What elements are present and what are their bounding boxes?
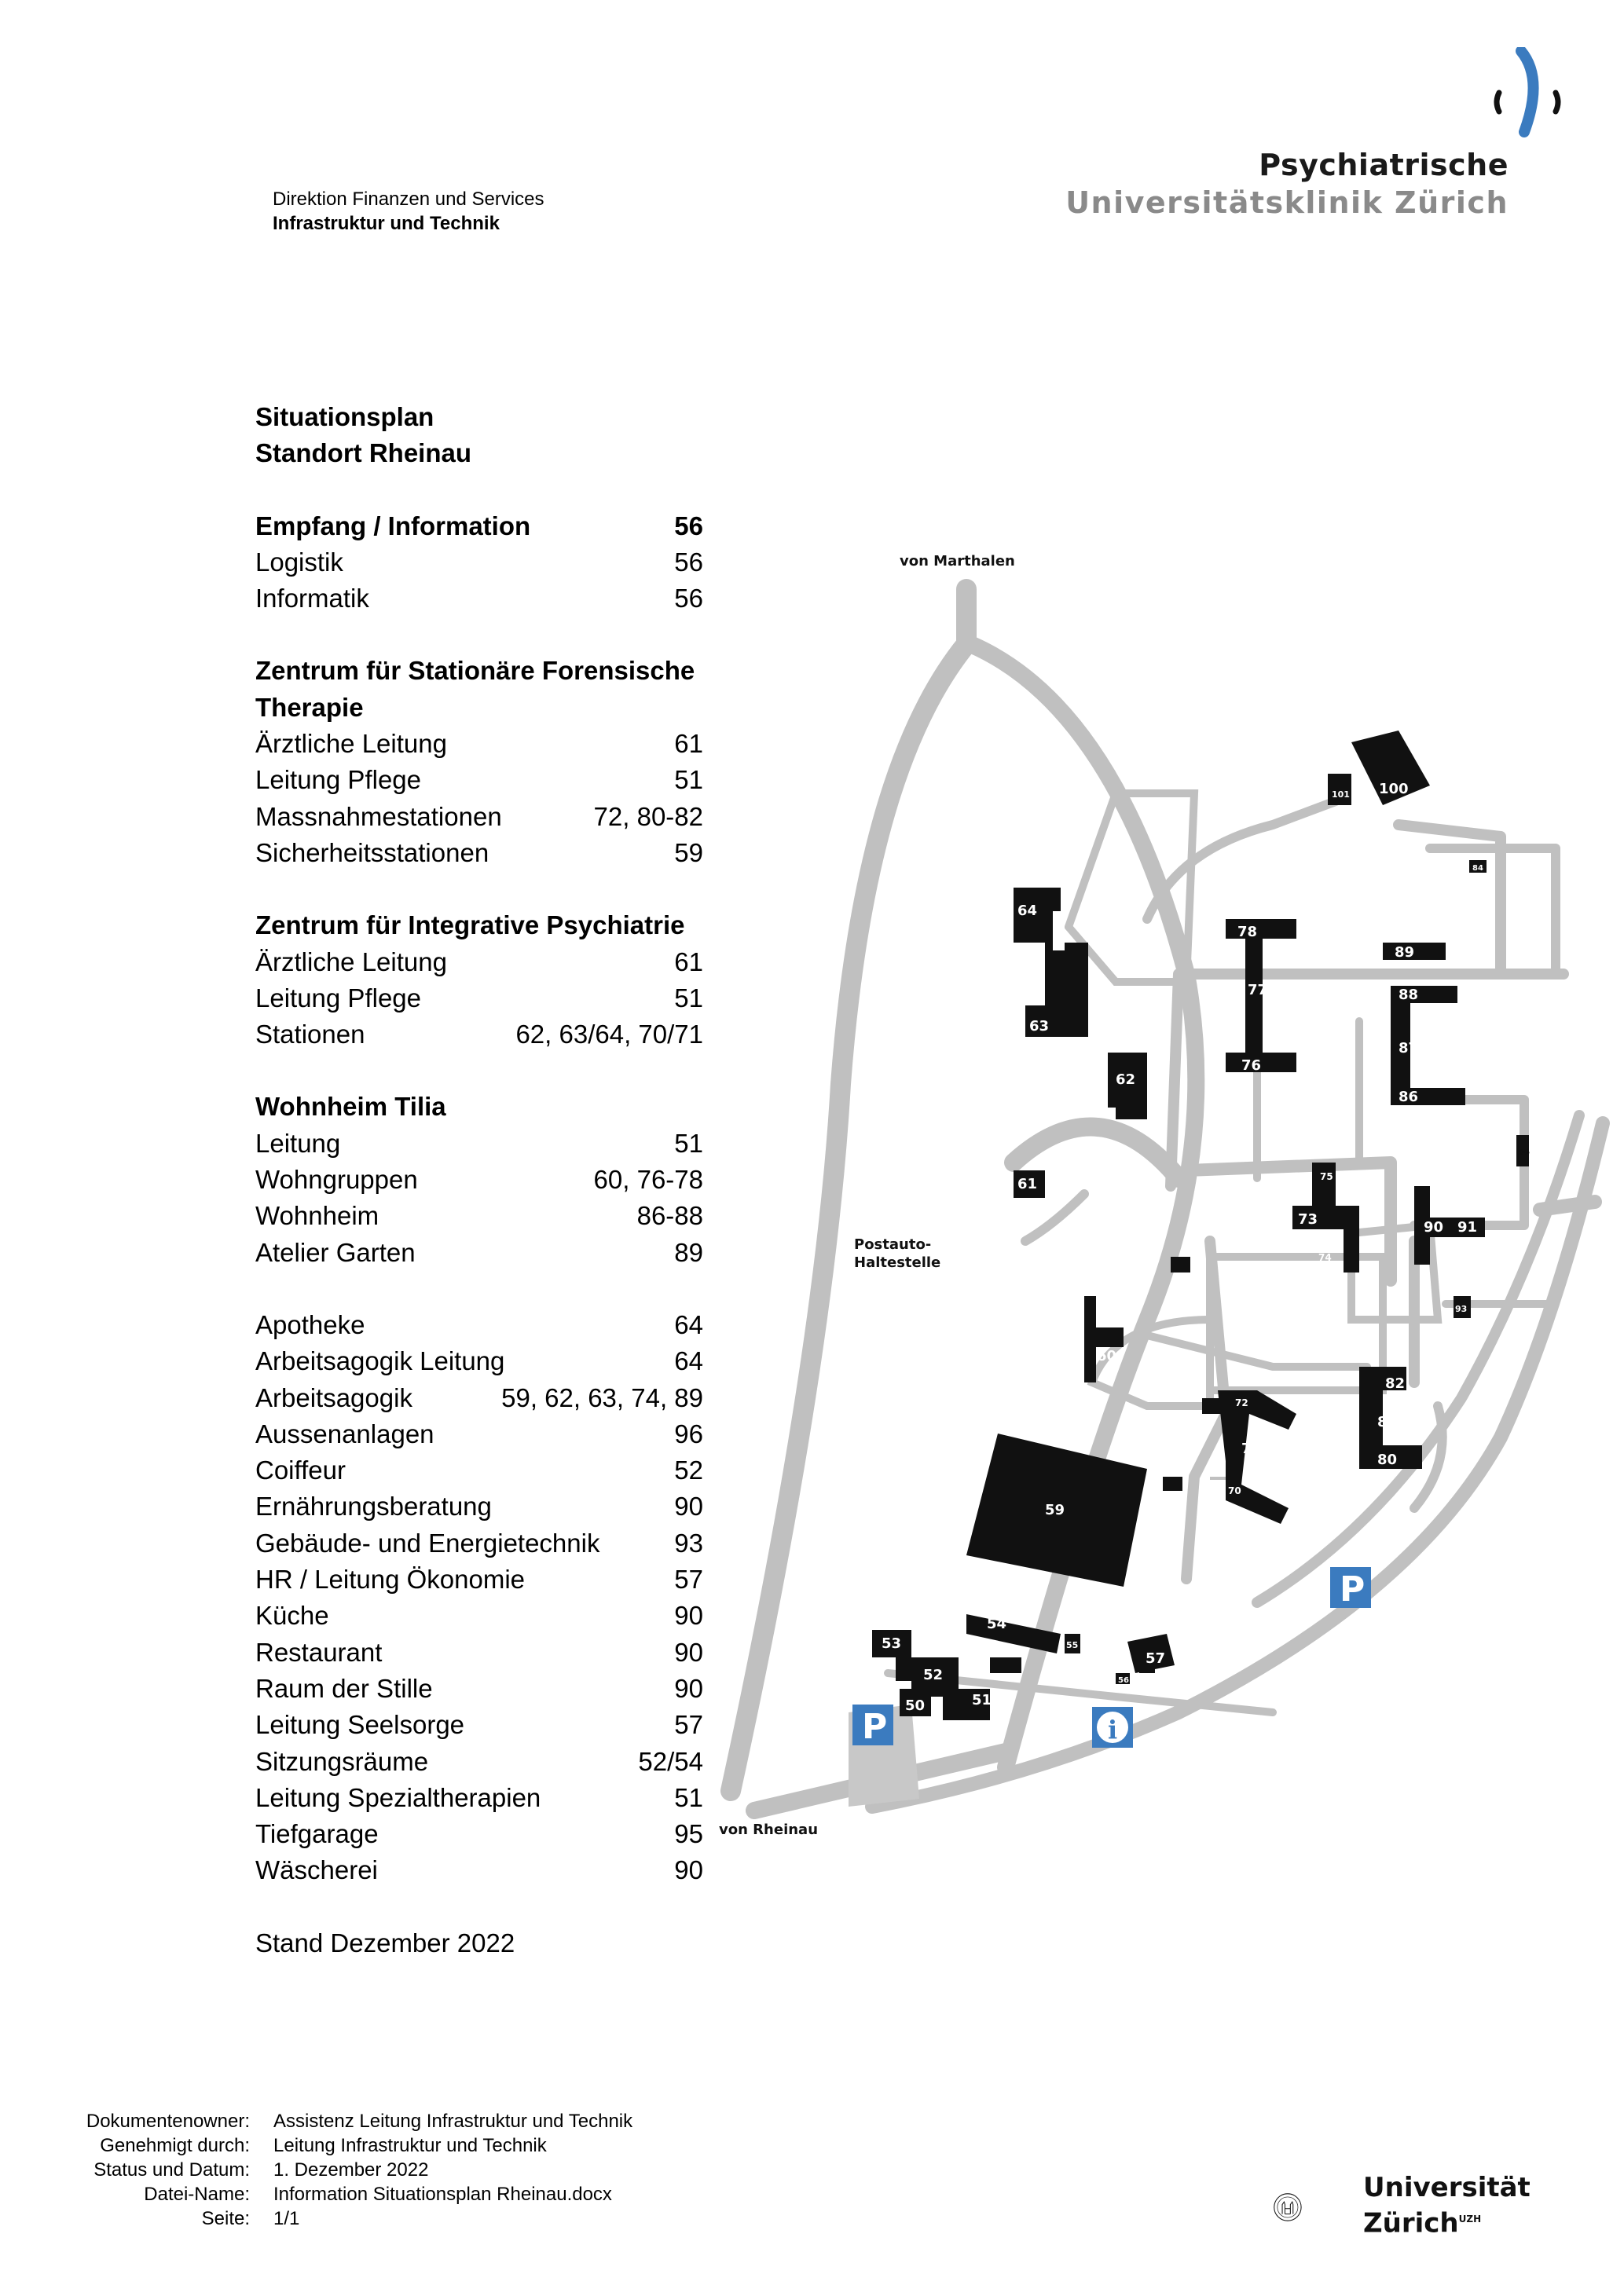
site-map: [707, 534, 1611, 1854]
legend-label: Ärztliche Leitung: [255, 947, 447, 976]
svg-text:50: 50: [905, 1697, 926, 1714]
legend-building-number: 56: [674, 584, 703, 613]
svg-text:i: i: [1108, 1715, 1118, 1745]
footer-value: 1. Dezember 2022: [273, 2159, 429, 2181]
legend-row: [255, 508, 703, 544]
legend-label: Arbeitsagogik: [255, 1382, 412, 1412]
svg-text:52: 52: [923, 1667, 944, 1683]
svg-text:80: 80: [1377, 1452, 1398, 1468]
svg-text:60: 60: [1097, 1348, 1117, 1364]
legend-row: [255, 1816, 703, 1852]
legend-label: Empfang / Information: [255, 511, 531, 540]
legend-row: [255, 1635, 703, 1671]
uzh-line2: Zürich: [1363, 2207, 1459, 2239]
svg-text:61: 61: [1017, 1176, 1038, 1192]
uzh-logo-text: [1363, 2172, 1531, 2239]
legend-label: Stationen: [255, 1020, 365, 1049]
label-postauto-line2: Haltestelle: [854, 1254, 941, 1271]
svg-text:77: 77: [1248, 982, 1268, 998]
svg-text:53: 53: [882, 1635, 902, 1652]
group2-title-line1: Zentrum für Stationäre Forensische: [255, 656, 695, 686]
legend-building-number: 51: [674, 765, 703, 795]
legend-building-number: 57: [674, 1710, 703, 1740]
svg-text:56: 56: [1118, 1676, 1129, 1685]
footer-row: [47, 2206, 632, 2231]
legend-building-number: 56: [674, 511, 703, 540]
svg-text:81: 81: [1377, 1414, 1398, 1430]
legend-building-number: 90: [674, 1673, 703, 1703]
svg-text:101: 101: [1332, 789, 1350, 800]
svg-text:51: 51: [972, 1692, 992, 1708]
legend-row: [255, 1852, 703, 1888]
legend-row: [255, 1198, 703, 1234]
legend-row: [255, 1126, 703, 1162]
svg-text:89: 89: [1395, 944, 1415, 961]
footer-value: Assistenz Leitung Infrastruktur und Technik: [273, 2111, 633, 2132]
legend-label: Leitung Pflege: [255, 765, 422, 795]
svg-text:57: 57: [1146, 1650, 1166, 1667]
svg-text:86: 86: [1399, 1089, 1419, 1105]
svg-text:73: 73: [1298, 1211, 1318, 1228]
legend-label: Informatik: [255, 584, 369, 613]
outer-road-west: [731, 589, 966, 1791]
legend-label: Leitung Seelsorge: [255, 1710, 465, 1740]
legend-label: Atelier Garten: [255, 1237, 416, 1267]
parking-marker-west: [852, 1705, 893, 1747]
footer-key: Genehmigt durch:: [100, 2135, 250, 2156]
legend-row: [255, 726, 703, 762]
legend-building-number: 72, 80-82: [593, 801, 703, 831]
legend-building-number: 61: [674, 729, 703, 759]
legend-label: Wäscherei: [255, 1855, 378, 1885]
legend-label: Ärztliche Leitung: [255, 729, 447, 759]
legend-label: Tiefgarage: [255, 1819, 379, 1849]
legend-row: [255, 944, 703, 980]
legend-building-number: 93: [674, 1528, 703, 1558]
legend-building-number: 96: [674, 1419, 703, 1448]
legend-title-line1: Situationsplan: [255, 402, 434, 431]
legend-row: [255, 1707, 703, 1743]
svg-text:84: 84: [1472, 864, 1483, 873]
legend-label: Wohnheim: [255, 1201, 379, 1231]
legend-label: Sitzungsräume: [255, 1746, 429, 1776]
legend-row: [255, 1525, 703, 1562]
group4-title: Wohnheim Tilia: [255, 1092, 446, 1122]
legend-label: Massnahmestationen: [255, 801, 502, 831]
legend-row: [255, 544, 703, 580]
legend-building-number: 90: [674, 1637, 703, 1667]
legend-label: Gebäude- und Energietechnik: [255, 1528, 600, 1558]
svg-text:70: 70: [1228, 1485, 1241, 1496]
parking-marker-east: [1330, 1567, 1371, 1609]
uzh-line1: Universität: [1363, 2172, 1531, 2203]
footer-key: Status und Datum:: [93, 2159, 250, 2181]
legend-label: HR / Leitung Ökonomie: [255, 1565, 526, 1595]
legend-row: [255, 1671, 703, 1707]
svg-text:59: 59: [1045, 1502, 1065, 1518]
footer-key: Dokumentenowner:: [86, 2111, 250, 2132]
legend-label: Leitung: [255, 1128, 341, 1158]
footer-value: 1/1: [273, 2208, 300, 2229]
department-line1: Direktion Finanzen und Services: [273, 189, 544, 210]
legend-building-number: 64: [674, 1346, 703, 1376]
svg-text:82: 82: [1385, 1375, 1406, 1392]
legend-row: [255, 1744, 703, 1780]
svg-text:75: 75: [1320, 1171, 1333, 1182]
svg-text:87: 87: [1399, 1040, 1419, 1056]
legend-row: [255, 1380, 703, 1416]
legend-row: [255, 1235, 703, 1271]
legend-building-number: 59, 62, 63, 74, 89: [501, 1382, 703, 1412]
label-rheinau: von Rheinau: [719, 1822, 819, 1838]
uzh-seal-icon: [1273, 2164, 1359, 2250]
legend-building-number: 51: [674, 983, 703, 1013]
legend-building-number: 89: [674, 1237, 703, 1267]
legend-label: Küche: [255, 1601, 329, 1631]
legend-row: [255, 1562, 703, 1598]
pukz-logo-text: [1065, 146, 1509, 222]
legend-building-number: 52: [674, 1456, 703, 1485]
svg-text:88: 88: [1399, 987, 1419, 1003]
outer-road-east: [970, 644, 1196, 1767]
svg-text:90: 90: [1424, 1219, 1444, 1236]
footer-value: Information Situationsplan Rheinau.docx: [273, 2184, 612, 2205]
svg-text:72: 72: [1235, 1397, 1248, 1408]
footer-value: Leitung Infrastruktur und Technik: [273, 2135, 547, 2156]
svg-text:63: 63: [1029, 1018, 1050, 1034]
legend-building-number: 51: [674, 1128, 703, 1158]
legend-building-number: 56: [674, 547, 703, 577]
uzh-sup: UZH: [1458, 2214, 1482, 2225]
department-header: [273, 187, 544, 236]
building-60: [1084, 1296, 1124, 1382]
legend-building-number: 60, 76-78: [593, 1165, 703, 1195]
legend-building-number: 90: [674, 1855, 703, 1885]
svg-text:100: 100: [1379, 781, 1409, 797]
group2-title-line2: Therapie: [255, 692, 364, 722]
legend-label: Coiffeur: [255, 1456, 346, 1485]
footer-key: Seite:: [201, 2208, 250, 2229]
footer-row: [47, 2182, 632, 2206]
legend-row: [255, 835, 703, 871]
svg-text:P: P: [1340, 1569, 1366, 1609]
svg-text:93: 93: [1455, 1304, 1468, 1314]
label-postauto-line1: Postauto-: [854, 1236, 932, 1253]
legend-building-number: 51: [674, 1782, 703, 1812]
footer-row: [47, 2133, 632, 2158]
legend-row: [255, 1162, 703, 1198]
legend-label: Leitung Spezialtherapien: [255, 1782, 541, 1812]
legend-row: [255, 580, 703, 617]
info-marker: [1092, 1707, 1133, 1748]
legend-row: [255, 1016, 703, 1053]
svg-text:64: 64: [1017, 903, 1038, 919]
legend-row: [255, 1452, 703, 1489]
legend-building-number: 61: [674, 947, 703, 976]
legend-row: [255, 799, 703, 835]
svg-text:62: 62: [1116, 1071, 1136, 1088]
svg-text:78: 78: [1237, 924, 1258, 940]
legend-label: Apotheke: [255, 1309, 365, 1339]
document-footer: [47, 2109, 632, 2231]
legend-label: Raum der Stille: [255, 1673, 433, 1703]
legend-label: Sicherheitsstationen: [255, 837, 489, 867]
logo-line2: Universitätsklinik Zürich: [1065, 185, 1509, 220]
legend-row: [255, 1307, 703, 1343]
svg-text:71: 71: [1241, 1441, 1262, 1457]
legend-title-line2: Standort Rheinau: [255, 438, 472, 468]
legend-row: [255, 1343, 703, 1379]
stand-date: Stand Dezember 2022: [255, 1928, 515, 1957]
legend-building-number: 62, 63/64, 70/71: [515, 1020, 703, 1049]
logo-line1: Psychiatrische: [1259, 148, 1509, 182]
legend-building-number: 90: [674, 1601, 703, 1631]
roads: [731, 589, 1603, 1811]
pukz-logo-icon: [1477, 47, 1571, 137]
legend-building-number: 59: [674, 837, 703, 867]
legend: [255, 399, 703, 1961]
legend-label: Restaurant: [255, 1637, 383, 1667]
legend-row: [255, 1598, 703, 1634]
label-marthalen: von Marthalen: [900, 553, 1015, 569]
legend-row: [255, 1489, 703, 1525]
legend-label: Leitung Pflege: [255, 983, 422, 1013]
legend-building-number: 64: [674, 1309, 703, 1339]
legend-label: Ernährungsberatung: [255, 1492, 492, 1522]
department-line2: Infrastruktur und Technik: [273, 213, 500, 234]
footer-row: [47, 2109, 632, 2133]
legend-row: [255, 1416, 703, 1452]
footer-key: Datei-Name:: [144, 2184, 250, 2205]
legend-building-number: 86-88: [636, 1201, 703, 1231]
svg-text:91: 91: [1457, 1219, 1478, 1236]
footer-row: [47, 2158, 632, 2182]
svg-text:P: P: [862, 1707, 888, 1747]
legend-row: [255, 980, 703, 1016]
legend-label: Arbeitsagogik Leitung: [255, 1346, 505, 1376]
legend-building-number: 52/54: [638, 1746, 703, 1776]
legend-building-number: 90: [674, 1492, 703, 1522]
legend-row: [255, 762, 703, 798]
svg-text:54: 54: [987, 1616, 1007, 1632]
legend-label: Logistik: [255, 547, 343, 577]
legend-building-number: 57: [674, 1565, 703, 1595]
legend-building-number: 95: [674, 1819, 703, 1849]
svg-text:55: 55: [1066, 1640, 1079, 1650]
legend-label: Wohngruppen: [255, 1165, 418, 1195]
svg-text:96: 96: [1519, 1148, 1530, 1157]
svg-text:74: 74: [1318, 1252, 1332, 1263]
legend-row: [255, 1780, 703, 1816]
legend-label: Aussenanlagen: [255, 1419, 434, 1448]
svg-text:76: 76: [1241, 1057, 1262, 1074]
group3-title: Zentrum für Integrative Psychiatrie: [255, 910, 685, 940]
